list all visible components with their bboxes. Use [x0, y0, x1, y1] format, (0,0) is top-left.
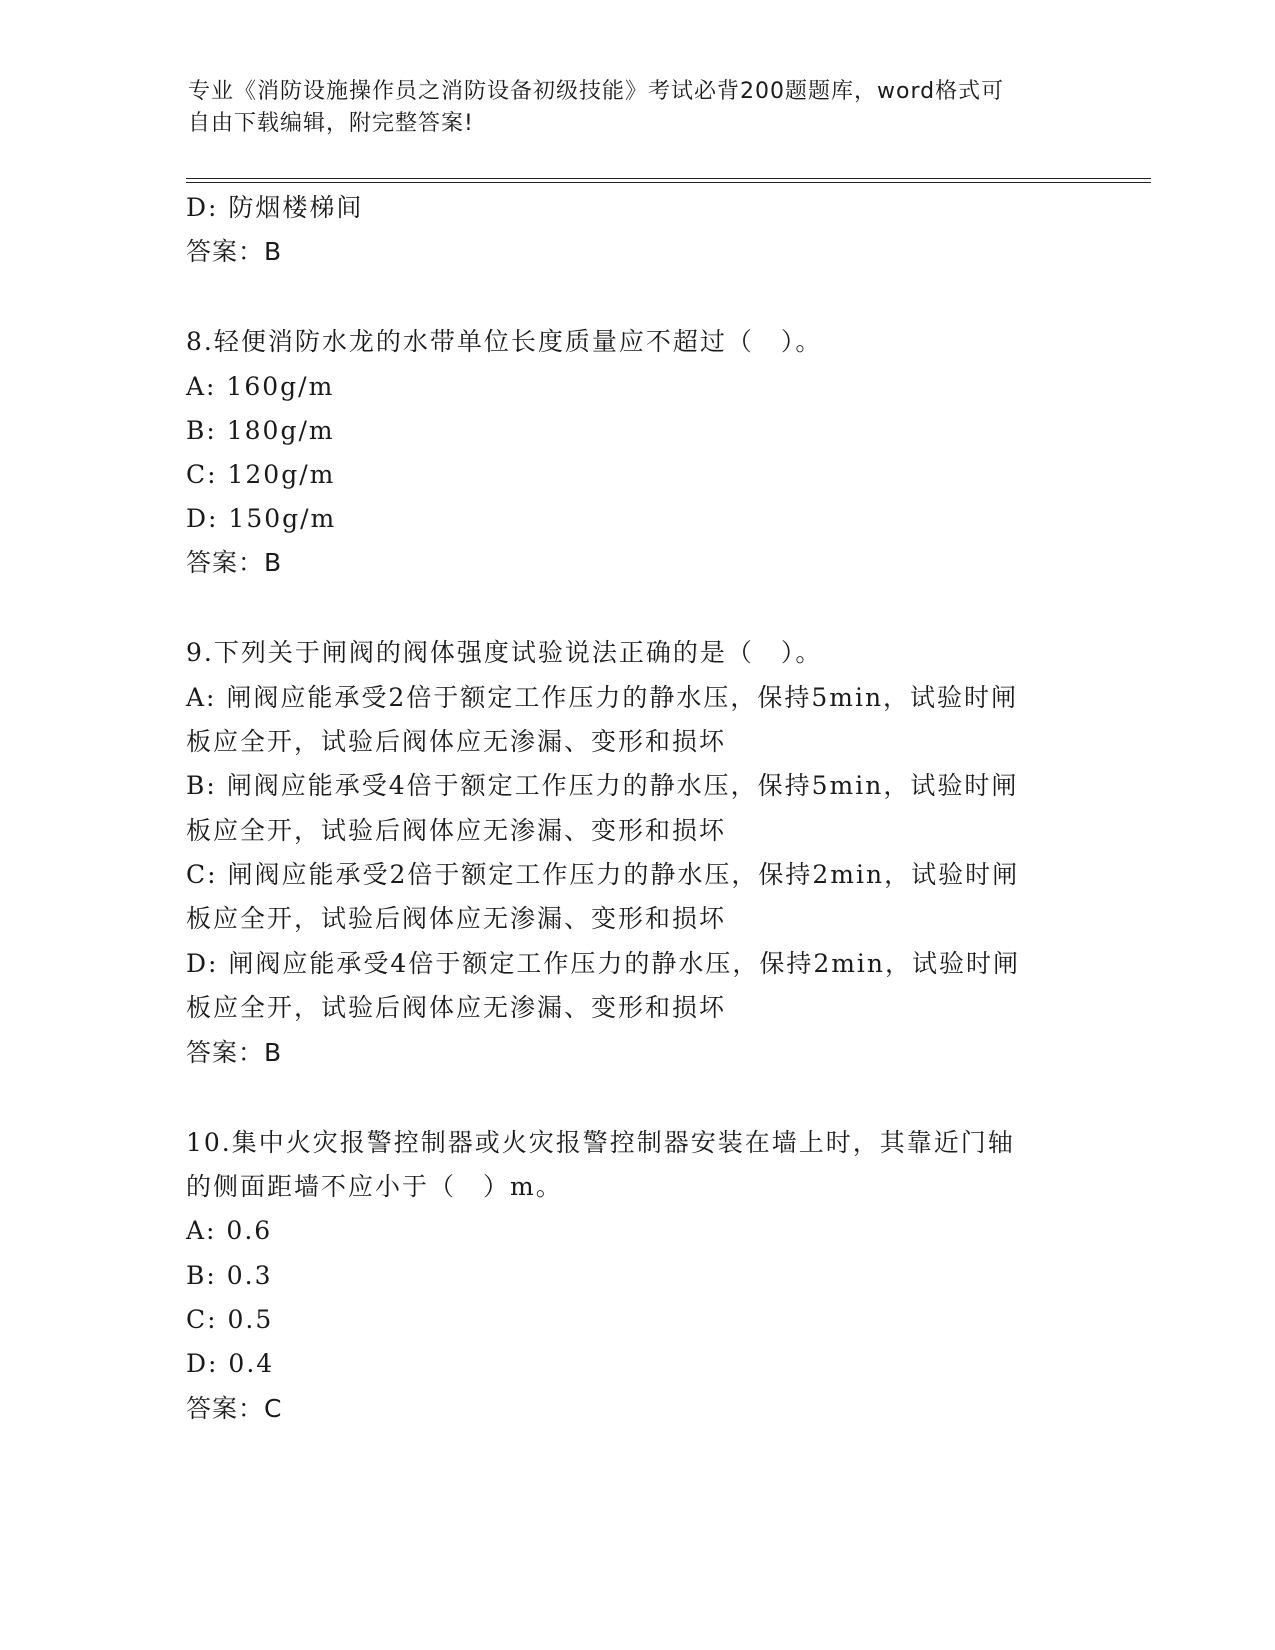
q8-option-b: B: 180g/m [186, 416, 335, 445]
q10-answer: 答案：C [186, 1394, 283, 1423]
q9-option-a-line2: 板应全开，试验后阀体应无渗漏、变形和损坏 [186, 727, 727, 756]
header-divider-top [186, 178, 1151, 179]
q10-option-d: D: 0.4 [186, 1349, 275, 1378]
header-line-2: 自由下载编辑，附完整答案! [188, 111, 474, 136]
q8-option-a: A: 160g/m [186, 372, 335, 401]
q9-option-b-line2: 板应全开，试验后阀体应无渗漏、变形和损坏 [186, 816, 727, 845]
q9-option-d-line2: 板应全开，试验后阀体应无渗漏、变形和损坏 [186, 993, 727, 1022]
q8-question: 8.轻便消防水龙的水带单位长度质量应不超过（ ）。 [186, 327, 823, 356]
q8-answer: 答案：B [186, 548, 283, 577]
q7-answer: 答案：B [186, 237, 283, 266]
q10-question-line2: 的侧面距墙不应小于（ ）m。 [186, 1172, 563, 1201]
q10-option-c: C: 0.5 [186, 1305, 274, 1334]
q9-option-c-line1: C: 闸阀应能承受2倍于额定工作压力的静水压，保持2min，试验时闸 [186, 860, 1020, 889]
q9-option-c-line2: 板应全开，试验后阀体应无渗漏、变形和损坏 [186, 904, 727, 933]
document-header [188, 76, 1088, 140]
q9-option-d-line1: D: 闸阀应能承受4倍于额定工作压力的静水压，保持2min，试验时闸 [186, 949, 1021, 978]
q9-option-a-line1: A: 闸阀应能承受2倍于额定工作压力的静水压，保持5min，试验时闸 [186, 683, 1019, 712]
q7-option-d: D: 防烟楼梯间 [186, 193, 364, 222]
header-divider-bottom [186, 182, 1151, 183]
q9-question: 9.下列关于闸阀的阀体强度试验说法正确的是（ ）。 [186, 638, 823, 667]
q9-answer: 答案：B [186, 1038, 283, 1067]
q10-question-line1: 10.集中火灾报警控制器或火灾报警控制器安装在墙上时，其靠近门轴 [186, 1128, 1015, 1157]
header-line-1: 专业《消防设施操作员之消防设备初级技能》考试必背200题题库，word格式可 [188, 79, 1005, 104]
q10-option-b: B: 0.3 [186, 1261, 273, 1290]
q8-option-c: C: 120g/m [186, 460, 336, 489]
q10-option-a: A: 0.6 [186, 1216, 273, 1245]
q9-option-b-line1: B: 闸阀应能承受4倍于额定工作压力的静水压，保持5min，试验时闸 [186, 771, 1019, 800]
q8-option-d: D: 150g/m [186, 504, 337, 533]
